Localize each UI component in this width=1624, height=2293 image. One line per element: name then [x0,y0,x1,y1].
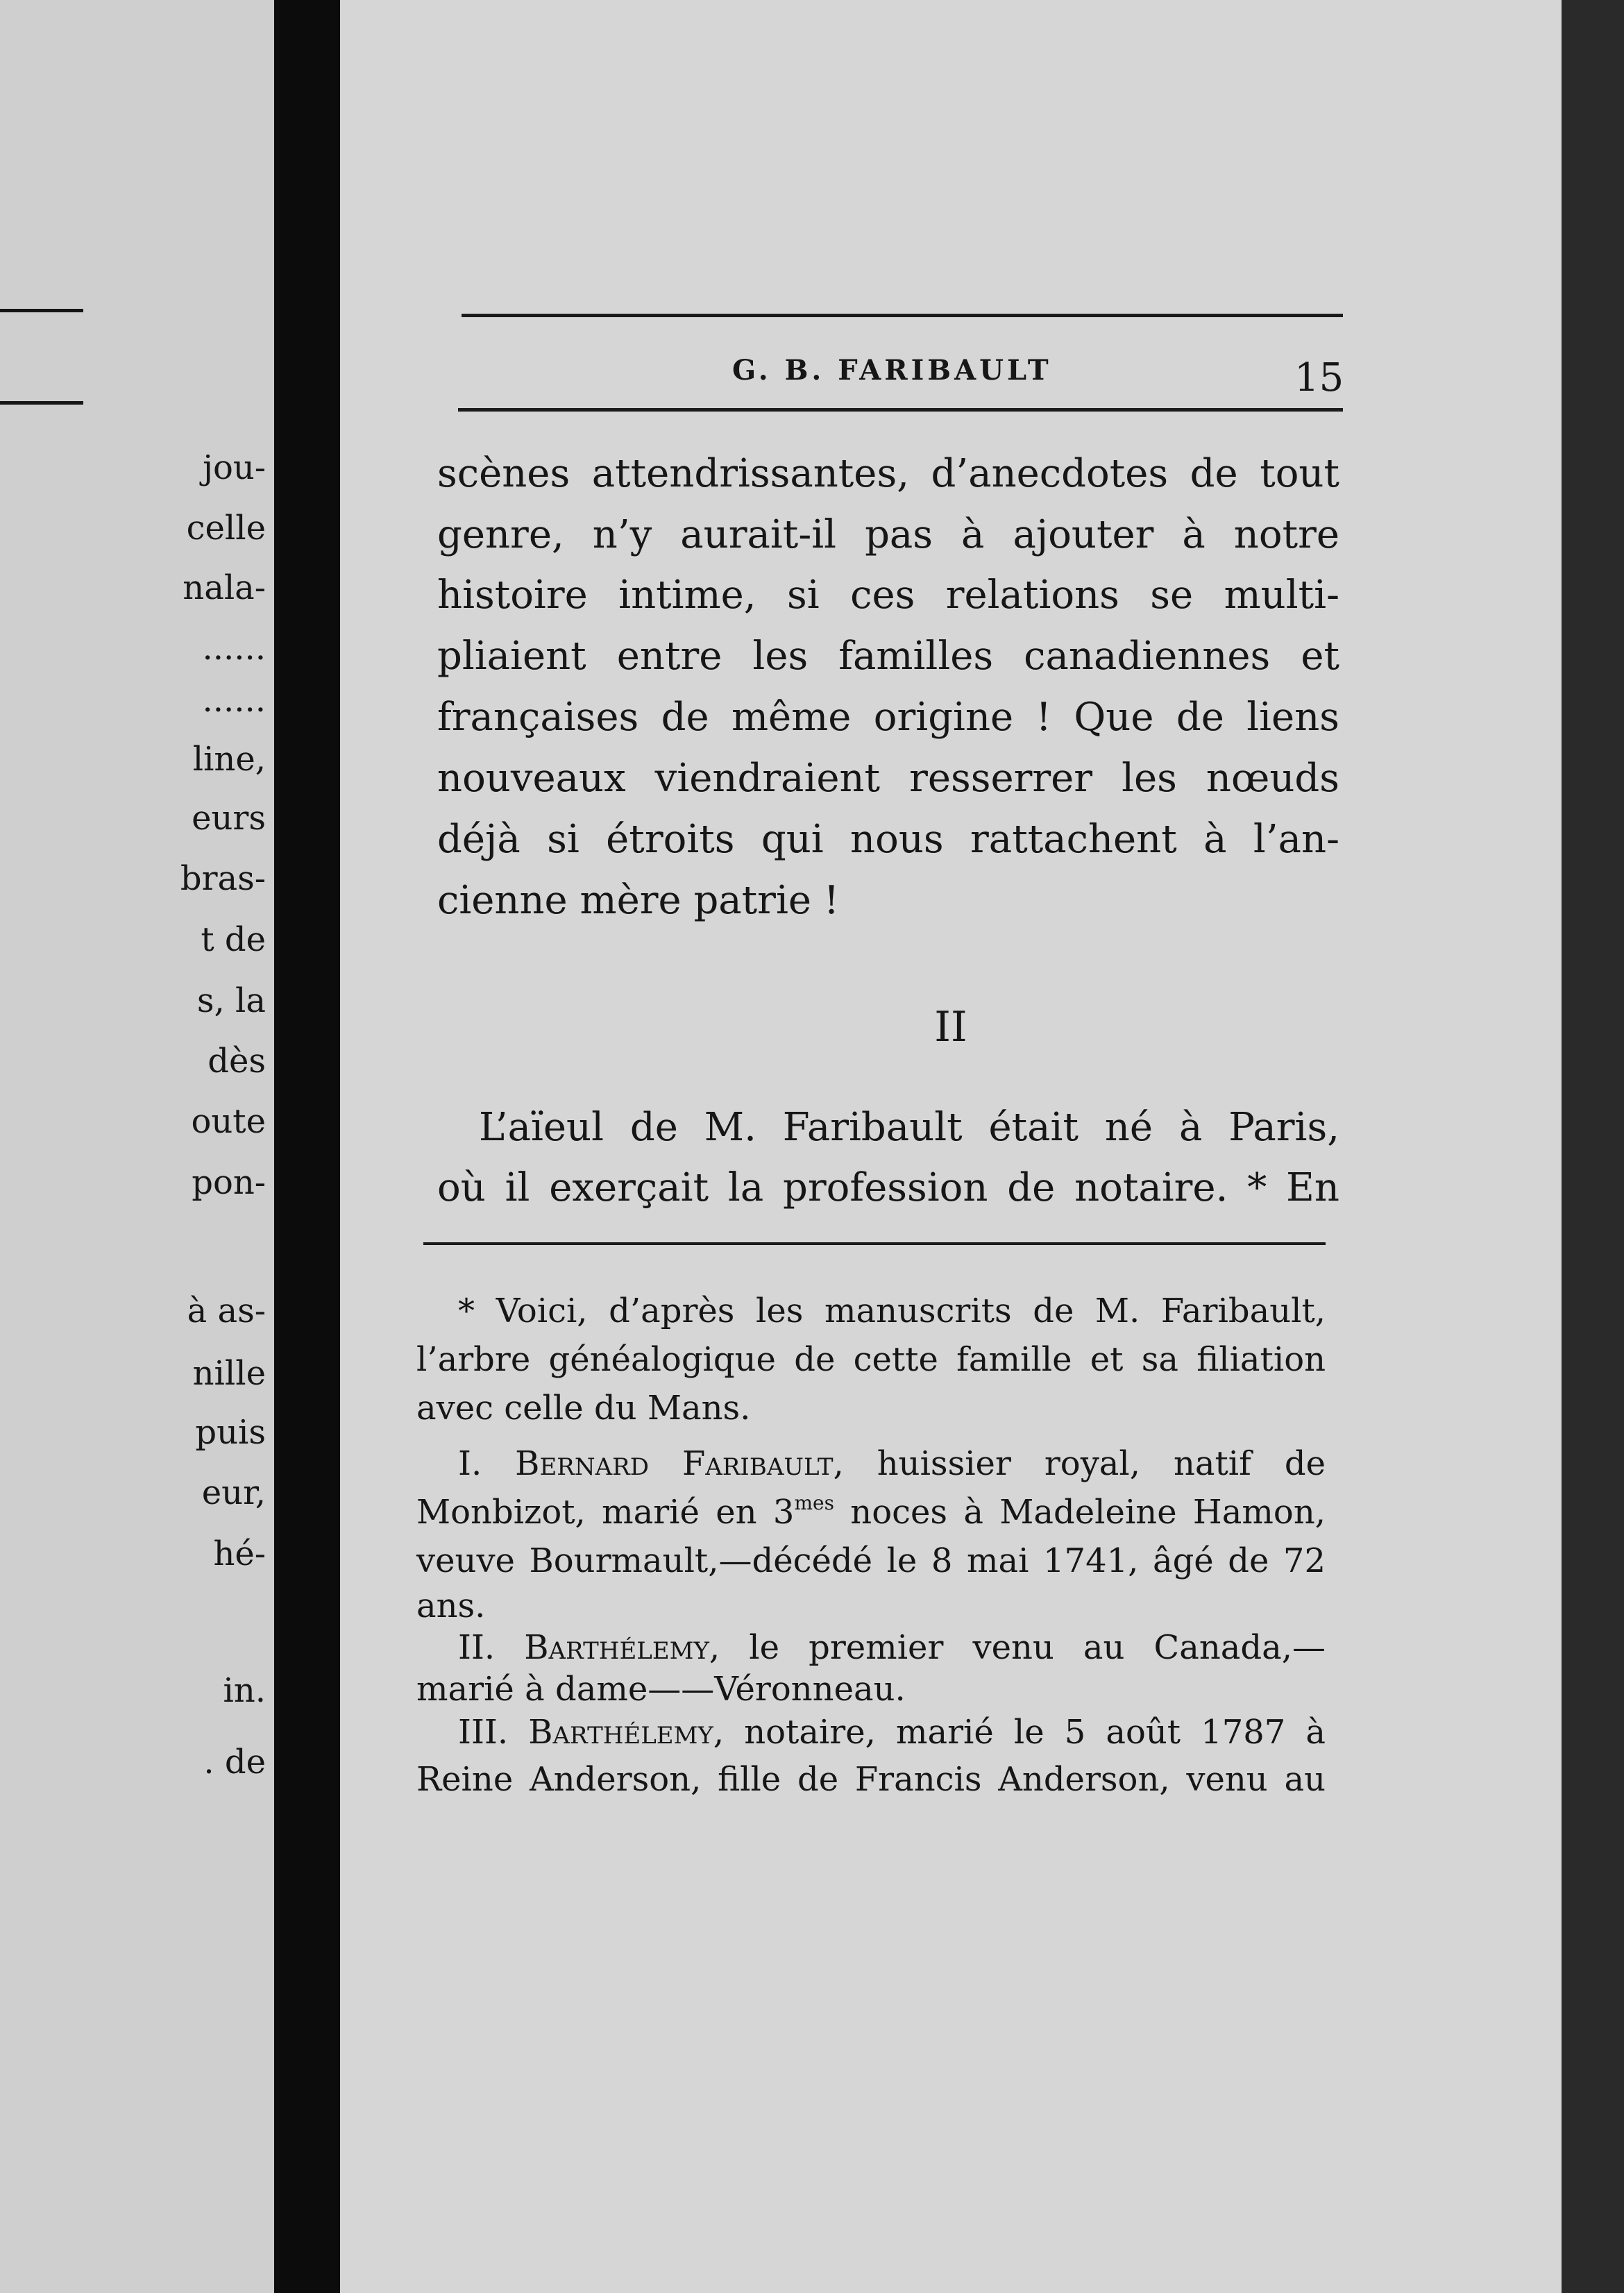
footnote-entry-line [458,1444,1326,1483]
previous-page-line: ...... [202,681,266,720]
previous-page-header-rule-bottom [0,401,83,405]
previous-page-line: t de [201,920,266,959]
previous-page-line: ...... [202,629,266,668]
entry-text: huissier royal, natif de [877,1444,1326,1483]
body-text-line: où il exerçait la profession de notaire. * En [437,1165,1339,1210]
entry-text: Monbizot, marié en 3 [416,1493,795,1532]
body-text-line: françaises de même origine ! Que de liens [437,695,1339,740]
body-text-line: cienne mère patrie ! [437,878,840,923]
running-title: G. B. FARIBAULT [732,354,1052,387]
previous-page-line: bras- [180,859,266,898]
entry-name: Barthélemy, [528,1713,725,1752]
previous-page-line: puis [195,1413,266,1452]
superscript-text: mes [794,1491,834,1514]
footnote-entry-line: ans. [416,1587,486,1625]
body-text-line: nouveaux viendraient resserrer les nœuds [437,756,1339,801]
book-gutter [274,0,340,2293]
previous-page-line: nala- [183,568,266,607]
section-heading: II [934,1003,967,1051]
entry-numeral: III. [458,1713,509,1752]
previous-page-line: eurs [192,799,266,838]
body-text-line: histoire intime, si ces relations se multi- [437,573,1339,618]
body-text-line: scènes attendrissantes, d’anecdotes de tout [437,451,1339,496]
page-number: 15 [1294,355,1344,400]
footnote-line: * Voici, d’après les manuscrits de M. Faribault, [458,1292,1326,1330]
entry-text: noces à Madeleine Hamon, [850,1493,1326,1532]
body-text-line: L’aïeul de M. Faribault était né à Paris, [479,1105,1339,1150]
footnote-line: l’arbre généalogique de cette famille et sa filiation [416,1340,1326,1379]
footnote-entry-line [458,1713,1326,1752]
entry-name: Barthélemy, [524,1628,720,1667]
body-text-line: pliaient entre les familles canadiennes et [437,634,1339,679]
entry-name: Bernard Faribault, [515,1444,844,1483]
entry-text: notaire, marié le 5 août 1787 à [744,1713,1326,1752]
previous-page-fragment [0,0,274,2293]
previous-page-line: s, la [196,981,266,1020]
footnote-separator [423,1242,1326,1245]
previous-page-line: nille [192,1354,266,1393]
footnote-line: avec celle du Mans. [416,1389,751,1428]
previous-page-line: celle [186,509,266,548]
entry-text: le premier venu au Canada,— [749,1628,1326,1667]
header-rule-bottom [458,408,1343,412]
previous-page-line: oute [191,1102,266,1141]
footnote-entry-line: marié à dame——Véronneau. [416,1670,906,1709]
entry-numeral: I. [458,1444,482,1483]
book-page [340,0,1562,2293]
footnote-entry-line [458,1628,1326,1667]
previous-page-line: dès [208,1042,266,1081]
previous-page-line: in. [223,1671,266,1710]
previous-page-line: à as- [187,1292,266,1330]
entry-numeral: II. [458,1628,496,1667]
page-stack-edge [1562,0,1624,2293]
header-rule-top [462,314,1343,317]
footnote-entry-line [416,1491,1326,1532]
body-text-line: genre, n’y aurait-il pas à ajouter à notre [437,512,1339,557]
footnote-entry-line: veuve Bourmault,—décédé le 8 mai 1741, âgé de 72 [416,1541,1326,1580]
footnote-entry-line: Reine Anderson, fille de Francis Anderson, venu au [416,1760,1326,1799]
previous-page-line: pon- [192,1163,266,1202]
body-text-line: déjà si étroits qui nous rattachent à l’an- [437,817,1339,862]
previous-page-line: eur, [201,1473,266,1512]
previous-page-line: hé- [213,1534,266,1573]
previous-page-line: jou- [203,448,266,487]
previous-page-line: line, [192,740,266,779]
previous-page-line: . de [203,1743,266,1782]
previous-page-header-rule-top [0,309,83,312]
